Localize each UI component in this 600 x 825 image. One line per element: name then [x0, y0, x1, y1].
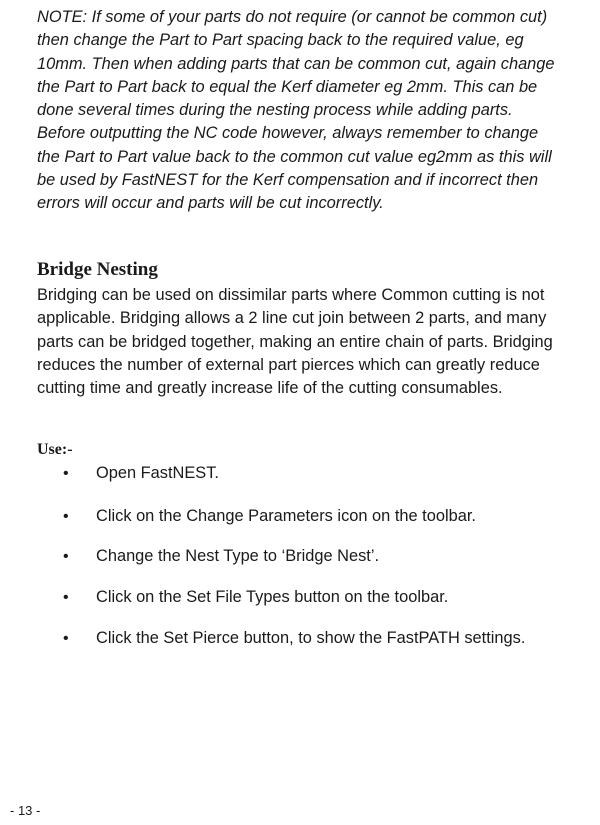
step-text: Click the Set Pierce button, to show the FastPATH settings. — [96, 629, 526, 647]
section-body-paragraph: Bridging can be used on dissimilar parts where Common cutting is not applicable. Bridging allows a 2 line cut join between 2 parts, and many parts can be bridged together, making an entire chain of parts. Bridging reduces the number of external part pierces which can greatly reduce cutting time and greatly increase life of the cutting consumables. — [37, 286, 553, 398]
page-number: - 13 - — [10, 803, 41, 818]
bullet-icon: • — [63, 508, 69, 525]
step-text: Click on the Change Parameters icon on the toolbar. — [96, 507, 476, 525]
note-paragraph: NOTE: If some of your parts do not require (or cannot be common cut) then change the Part to Part spacing back to the required value, eg 10mm. Then when adding parts that can be common cut, again change the Part to Part back to equal the Kerf diameter eg 2mm. This can be done several times during the nesting process while adding parts. Before outputting the NC code however, always remember to change the Part to Part value back to the common cut value eg2mm as this will be used by FastNEST for the Kerf compensation and if incorrect then errors will occur and parts will be cut incorrectly. — [37, 8, 555, 213]
bullet-icon: • — [63, 630, 69, 647]
step-text: Click on the Set File Types button on the toolbar. — [96, 588, 449, 606]
step-text: Change the Nest Type to ‘Bridge Nest’. — [96, 547, 380, 565]
bullet-icon: • — [63, 465, 69, 482]
step-text: Open FastNEST. — [96, 464, 219, 482]
section-heading: Bridge Nesting — [37, 259, 158, 280]
bullet-icon: • — [63, 589, 69, 606]
bullet-icon: • — [63, 548, 69, 565]
use-label: Use:- — [37, 441, 73, 458]
